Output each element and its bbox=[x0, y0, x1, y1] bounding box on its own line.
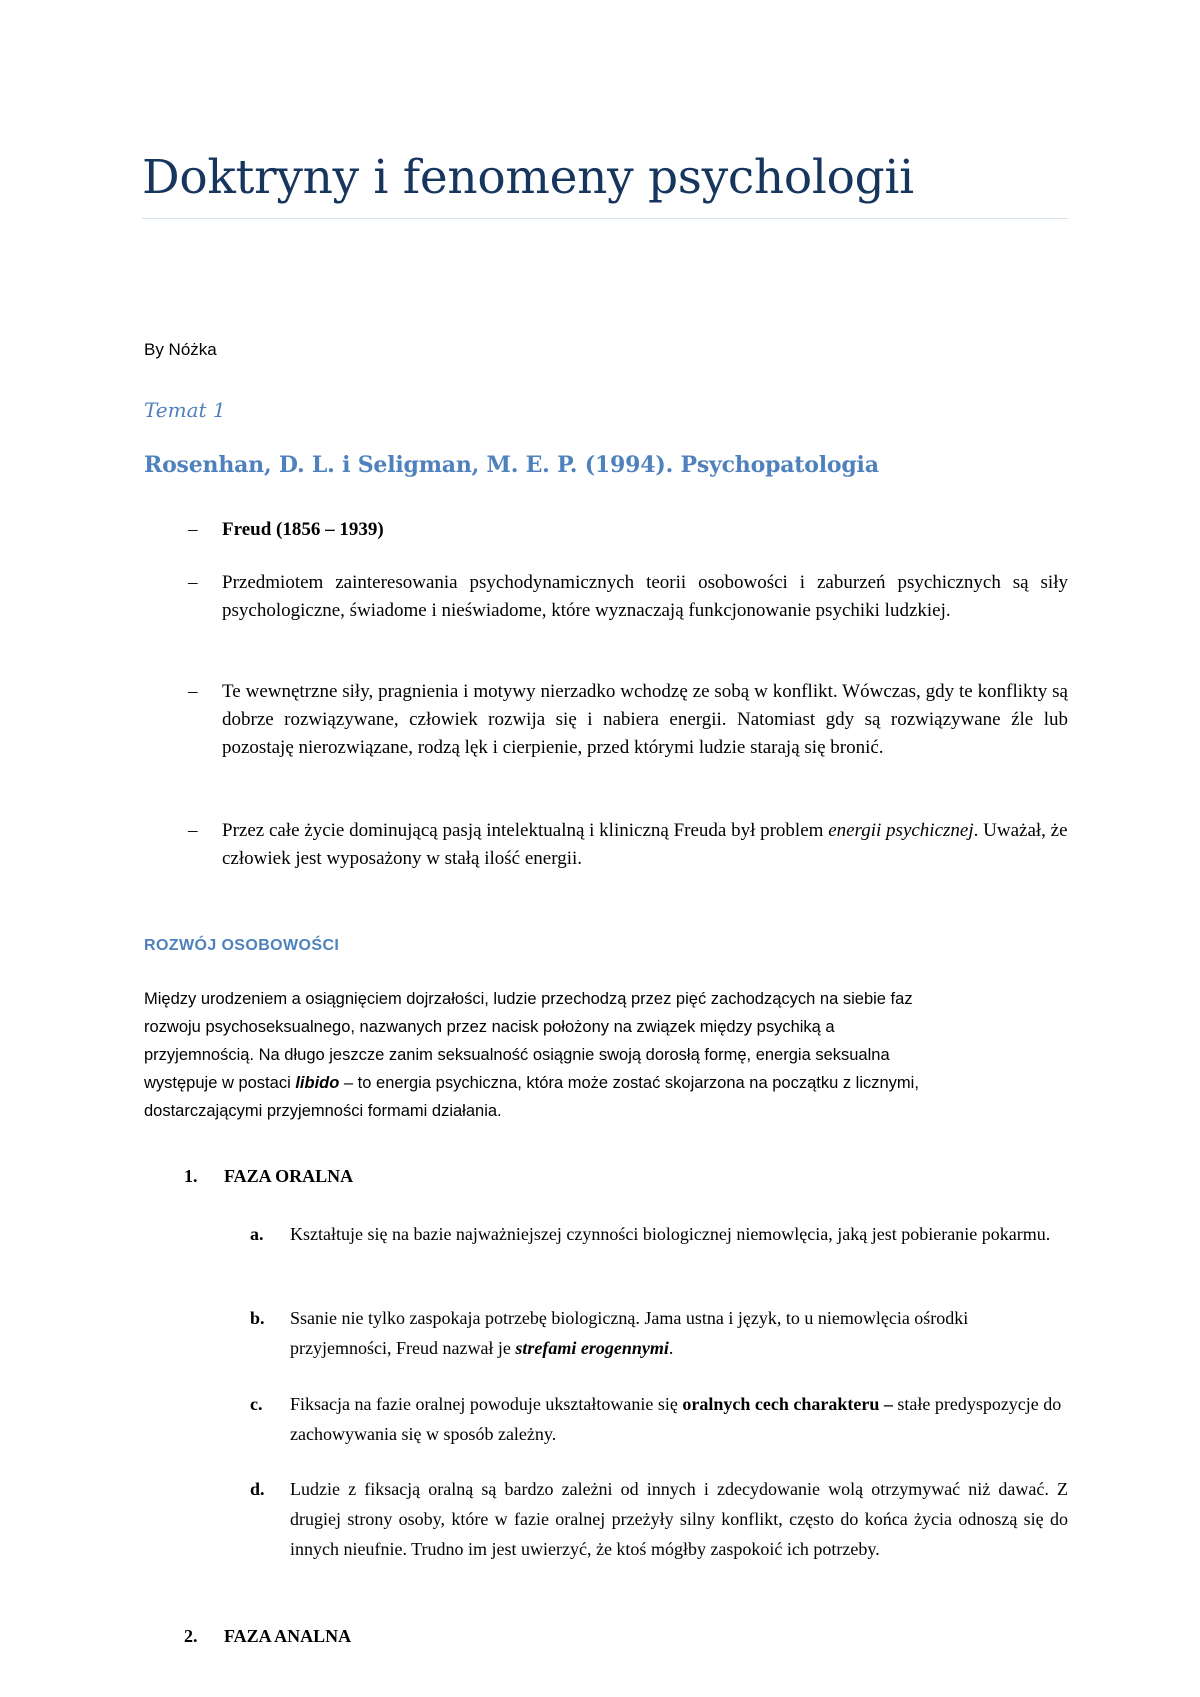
list-item-text: . Uważał, że człowiek jest wyposażony w stałą ilość energii. bbox=[222, 820, 1068, 869]
phase-title-text: FAZA ORALNA bbox=[224, 1166, 354, 1186]
item-label: d. bbox=[250, 1479, 265, 1499]
dash-marker: – bbox=[188, 519, 198, 540]
dash-marker: – bbox=[188, 681, 198, 702]
dash-marker: – bbox=[188, 572, 198, 593]
document-subtitle: Temat 1 bbox=[144, 398, 226, 422]
energy-list bbox=[188, 817, 1068, 873]
list-item bbox=[188, 569, 1068, 625]
list-item-text: Ssanie nie tylko zaspokaja potrzebę biologiczną. Jama ustna i język, to u niemowlęcia ośrodki przyjemności, Freud nazwał je bbox=[290, 1308, 969, 1358]
phase-title-text: FAZA ANALNA bbox=[224, 1626, 352, 1646]
document-title: Doktryny i fenomeny psychologii bbox=[142, 150, 914, 205]
list-item bbox=[250, 1474, 1068, 1564]
phase-point-c bbox=[250, 1389, 1068, 1449]
phase-point-a bbox=[250, 1219, 1068, 1249]
list-item-text: Fiksacja na fazie oralnej powoduje ukształtowanie się bbox=[290, 1394, 683, 1414]
item-label: c. bbox=[250, 1394, 263, 1414]
emphasis-text: energii psychicznej bbox=[828, 820, 974, 841]
paragraph-text: – to energia psychiczna, która może zostać skojarzona na początku z licznymi, dostarczającymi przyjemności formami działania. bbox=[144, 1074, 919, 1120]
item-label: b. bbox=[250, 1308, 265, 1328]
freud-list bbox=[188, 516, 1068, 544]
dash-marker: – bbox=[188, 820, 198, 841]
item-label: a. bbox=[250, 1224, 264, 1244]
list-item bbox=[250, 1303, 1068, 1363]
list-item-text: Przez całe życie dominującą pasją intelektualną i kliniczną Freuda był problem bbox=[222, 820, 829, 841]
phase-title bbox=[184, 1626, 351, 1647]
section-paragraph bbox=[144, 985, 934, 1125]
phase-point-d bbox=[250, 1474, 1068, 1564]
phase-point-b bbox=[250, 1303, 1068, 1363]
list-item-text: stałe predyspozycje do zachowywania się w sposób zależny. bbox=[290, 1394, 1062, 1444]
list-item bbox=[250, 1219, 1068, 1249]
strong-text: oralnych cech charakteru – bbox=[682, 1394, 893, 1414]
conflict-list bbox=[188, 678, 1068, 762]
phase-number: 2. bbox=[184, 1626, 198, 1646]
title-underline bbox=[142, 218, 1068, 219]
list-item bbox=[188, 516, 1068, 544]
list-item-text: Te wewnętrzne siły, pragnienia i motywy nierzadko wchodzę ze sobą w konflikt. Wówczas, gdy te konflikty są dobrze rozwiązywane, człowiek rozwija się i nabiera energii. Natomiast gdy są rozwiązywane źle lub pozostaję nierozwiązane, rodzą lęk i cierpienie, przed którymi ludzie starają się bronić. bbox=[222, 681, 1068, 758]
psychodynamic-list bbox=[188, 569, 1068, 625]
paragraph-text: Między urodzeniem a osiągnięciem dojrzałości, ludzie przechodzą przez pięć zachodzących na siebie faz rozwoju psychoseksualnego, nazwanych przez nacisk położony na związek między psychiką a przyjemnością. Na długo jeszcze zanim seksualność osiągnie swoją dorosłą formę, energia seksualna występuje w postaci bbox=[144, 990, 913, 1092]
list-item-text: Przedmiotem zainteresowania psychodynamicznych teorii osobowości i zaburzeń psychicznych są siły psychologiczne, świadome i nieświadome, które wyznaczają funkcjonowanie psychiki ludzkiej. bbox=[222, 572, 1068, 621]
list-item-text: Ludzie z fiksacją oralną są bardzo zależni od innych i zdecydowanie wolą otrzymywać niż dawać. Z drugiej strony osoby, które w fazie oralnej przeżyły silny konflikt, często do końca życia odnoszą się do innych nieufnie. Trudno im jest uwierzyć, że ktoś mógłby zaspokoić ich potrzeby. bbox=[290, 1479, 1068, 1559]
list-item-text: Freud (1856 – 1939) bbox=[222, 519, 384, 540]
section-heading: ROZWÓJ OSOBOWOŚCI bbox=[144, 937, 340, 954]
phase-title bbox=[184, 1166, 353, 1187]
author-byline: By Nóżka bbox=[144, 340, 217, 359]
source-heading: Rosenhan, D. L. i Seligman, M. E. P. (1994). Psychopatologia bbox=[144, 452, 879, 478]
list-item bbox=[188, 817, 1068, 873]
emphasis-text: libido bbox=[295, 1074, 340, 1092]
phase-number: 1. bbox=[184, 1166, 198, 1186]
list-item-text: . bbox=[668, 1338, 674, 1358]
emphasis-text: strefami erogennymi bbox=[515, 1338, 669, 1358]
list-item-text: Kształtuje się na bazie najważniejszej czynności biologicznej niemowlęcia, jaką jest pobieranie pokarmu. bbox=[290, 1224, 1051, 1244]
list-item bbox=[188, 678, 1068, 762]
list-item bbox=[250, 1389, 1068, 1449]
